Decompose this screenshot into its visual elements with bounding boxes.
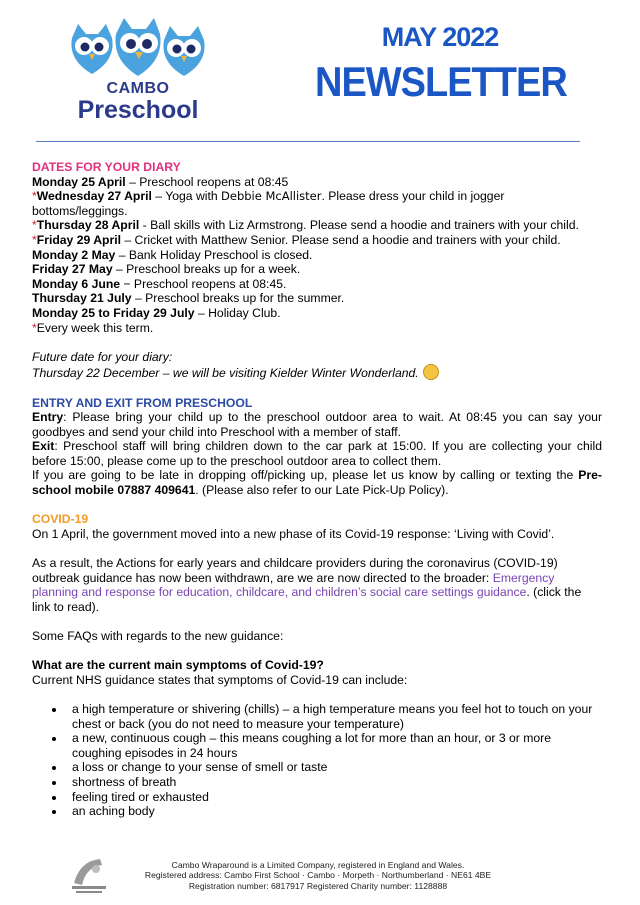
entry-paragraph [32, 410, 602, 439]
diary-text: – Holiday Club. [194, 305, 281, 320]
diary-item [32, 306, 602, 321]
diary-date: Monday 6 June [32, 276, 121, 291]
future-date-label: Future date for your diary: [32, 349, 173, 364]
instructor-name: Debbie McAllister [221, 189, 322, 204]
owls-icon [58, 16, 218, 82]
diary-star: * [32, 232, 37, 247]
covid-p2-tail: . (click the link to read). [32, 585, 582, 614]
future-date-value: Thursday 22 December – we will be visiting Kielder Winter Wonderland. [32, 366, 419, 381]
smiley-icon [423, 364, 439, 380]
diary-text: – Preschool reopens at 08:45 [125, 174, 289, 189]
list-item: • feeling tired or exhausted [66, 790, 602, 805]
diary-item [32, 189, 602, 218]
exit-label: Exit [32, 439, 55, 454]
diary-text: – Bank Holiday Preschool is closed. [115, 247, 313, 262]
footer-line: Registered address: Cambo First School · Cambo · Morpeth · Northumberland · NE61 4BE [144, 870, 492, 881]
covid-paragraph-1: On 1 April, the government moved into a new phase of its Covid-19 response: ‘Living with Covid’. [32, 526, 555, 541]
diary-date: Thursday 28 April [36, 218, 140, 233]
late-paragraph [32, 468, 602, 497]
diary-item [32, 262, 602, 277]
faq-question: What are the current main symptoms of Covid-19? [32, 658, 324, 673]
diary-text: – Cricket with Matthew Senior. Please send a hoodie and trainers with your child. [120, 232, 561, 247]
covid-paragraph-3: Some FAQs with regards to the new guidance: [32, 629, 284, 643]
entry-text: : Please bring your child up to the preschool outdoor area to wait. At 08:45 you can say your goodbyes and send your child into Preschool with a member of staff. [32, 410, 602, 439]
diary-star: * [32, 189, 37, 204]
covid-heading: COVID-19 [32, 512, 89, 527]
diary-item [32, 233, 602, 248]
list-item: • a loss or change to your sense of smell or taste [66, 760, 602, 775]
diary-item [32, 218, 602, 233]
newsletter-body [32, 160, 602, 819]
list-item: • an aching body [66, 804, 602, 819]
list-item: • shortness of breath [66, 775, 602, 790]
diary-text: − Preschool reopens at 08:45. [120, 276, 287, 291]
diary-text: . Please dress your child in jogger bottoms/leggings. [32, 189, 505, 218]
exit-paragraph [32, 439, 602, 468]
preschool-mobile: Pre-school mobile 07887 409641 [32, 468, 602, 498]
learning-alliance-logo [70, 855, 108, 895]
diary-date: Friday 29 April [36, 232, 121, 247]
diary-text: - Ball skills with Liz Armstrong. Please send a hoodie and trainers with your child. [139, 218, 579, 233]
future-date-text [32, 364, 602, 381]
faq-answer: Current NHS guidance states that symptoms of Covid-19 can include: [32, 672, 408, 687]
diary-date: Monday 25 to Friday 29 July [32, 305, 195, 320]
logo-preschool-text: Preschool [77, 96, 199, 124]
diary-footnote [32, 321, 602, 336]
entry-label: Entry [32, 410, 64, 425]
footer-line: Registration number: 6817917 Registered Charity number: 1128888 [188, 880, 448, 891]
diary-heading: DATES FOR YOUR DIARY [32, 160, 181, 174]
header-divider [36, 141, 580, 142]
symptoms-list [32, 702, 602, 819]
newsletter-month: MAY 2022 [381, 22, 499, 52]
diary-text: – Yoga with [151, 189, 222, 204]
covid-paragraph-2 [32, 556, 602, 614]
newsletter-title: NEWSLETTER [315, 59, 567, 107]
diary-text: – Preschool breaks up for the summer. [131, 291, 345, 306]
footer-line: Cambo Wraparound is a Limited Company, registered in England and Wales. [171, 860, 465, 870]
diary-date: Thursday 21 July [32, 291, 132, 306]
footer-text [108, 860, 528, 891]
entry-heading: ENTRY AND EXIT FROM PRESCHOOL [32, 395, 253, 410]
cambo-preschool-logo [58, 16, 218, 124]
diary-date: Monday 2 May [32, 247, 116, 262]
logo-cambo-text: CAMBO [106, 80, 170, 97]
guidance-link[interactable]: Emergency planning and response for education, childcare, and children’s social care settings guidance [32, 570, 555, 600]
list-item: • a high temperature or shivering (chills) – a high temperature means you feel hot to touch on your chest or back (you do not need to measure your temperature) [66, 702, 602, 731]
diary-item [32, 277, 602, 292]
list-item: • a new, continuous cough – this means coughing a lot for more than an hour, or 3 or more coughing episodes in 24 hours [66, 731, 602, 760]
diary-item [32, 175, 602, 190]
alliance-icon [70, 855, 108, 895]
diary-footnote-text: Every week this term. [36, 320, 154, 335]
diary-star: * [32, 320, 37, 335]
diary-date: Wednesday 27 April [36, 189, 152, 204]
diary-text: – Preschool breaks up for a week. [112, 262, 301, 277]
diary-item [32, 248, 602, 263]
covid-p2-text: As a result, the Actions for early years and childcare providers during the coronavirus (COVID-19) outbreak guidance has now been withdrawn, are we are now directed to the broader: [32, 556, 558, 585]
diary-star: * [32, 218, 37, 233]
diary-date: Monday 25 April [32, 174, 126, 189]
diary-date: Friday 27 May [32, 262, 113, 277]
late-tail: . (Please also refer to our Late Pick-Up Policy). [195, 483, 449, 498]
late-text: If you are going to be late in dropping off/picking up, please let us know by calling or texting the [32, 468, 579, 483]
diary-item [32, 291, 602, 306]
exit-text: : Preschool staff will bring children down to the car park at 15:00. If you are collecting your child before 15:00, please come up to the preschool outdoor area to collect them. [32, 439, 602, 468]
